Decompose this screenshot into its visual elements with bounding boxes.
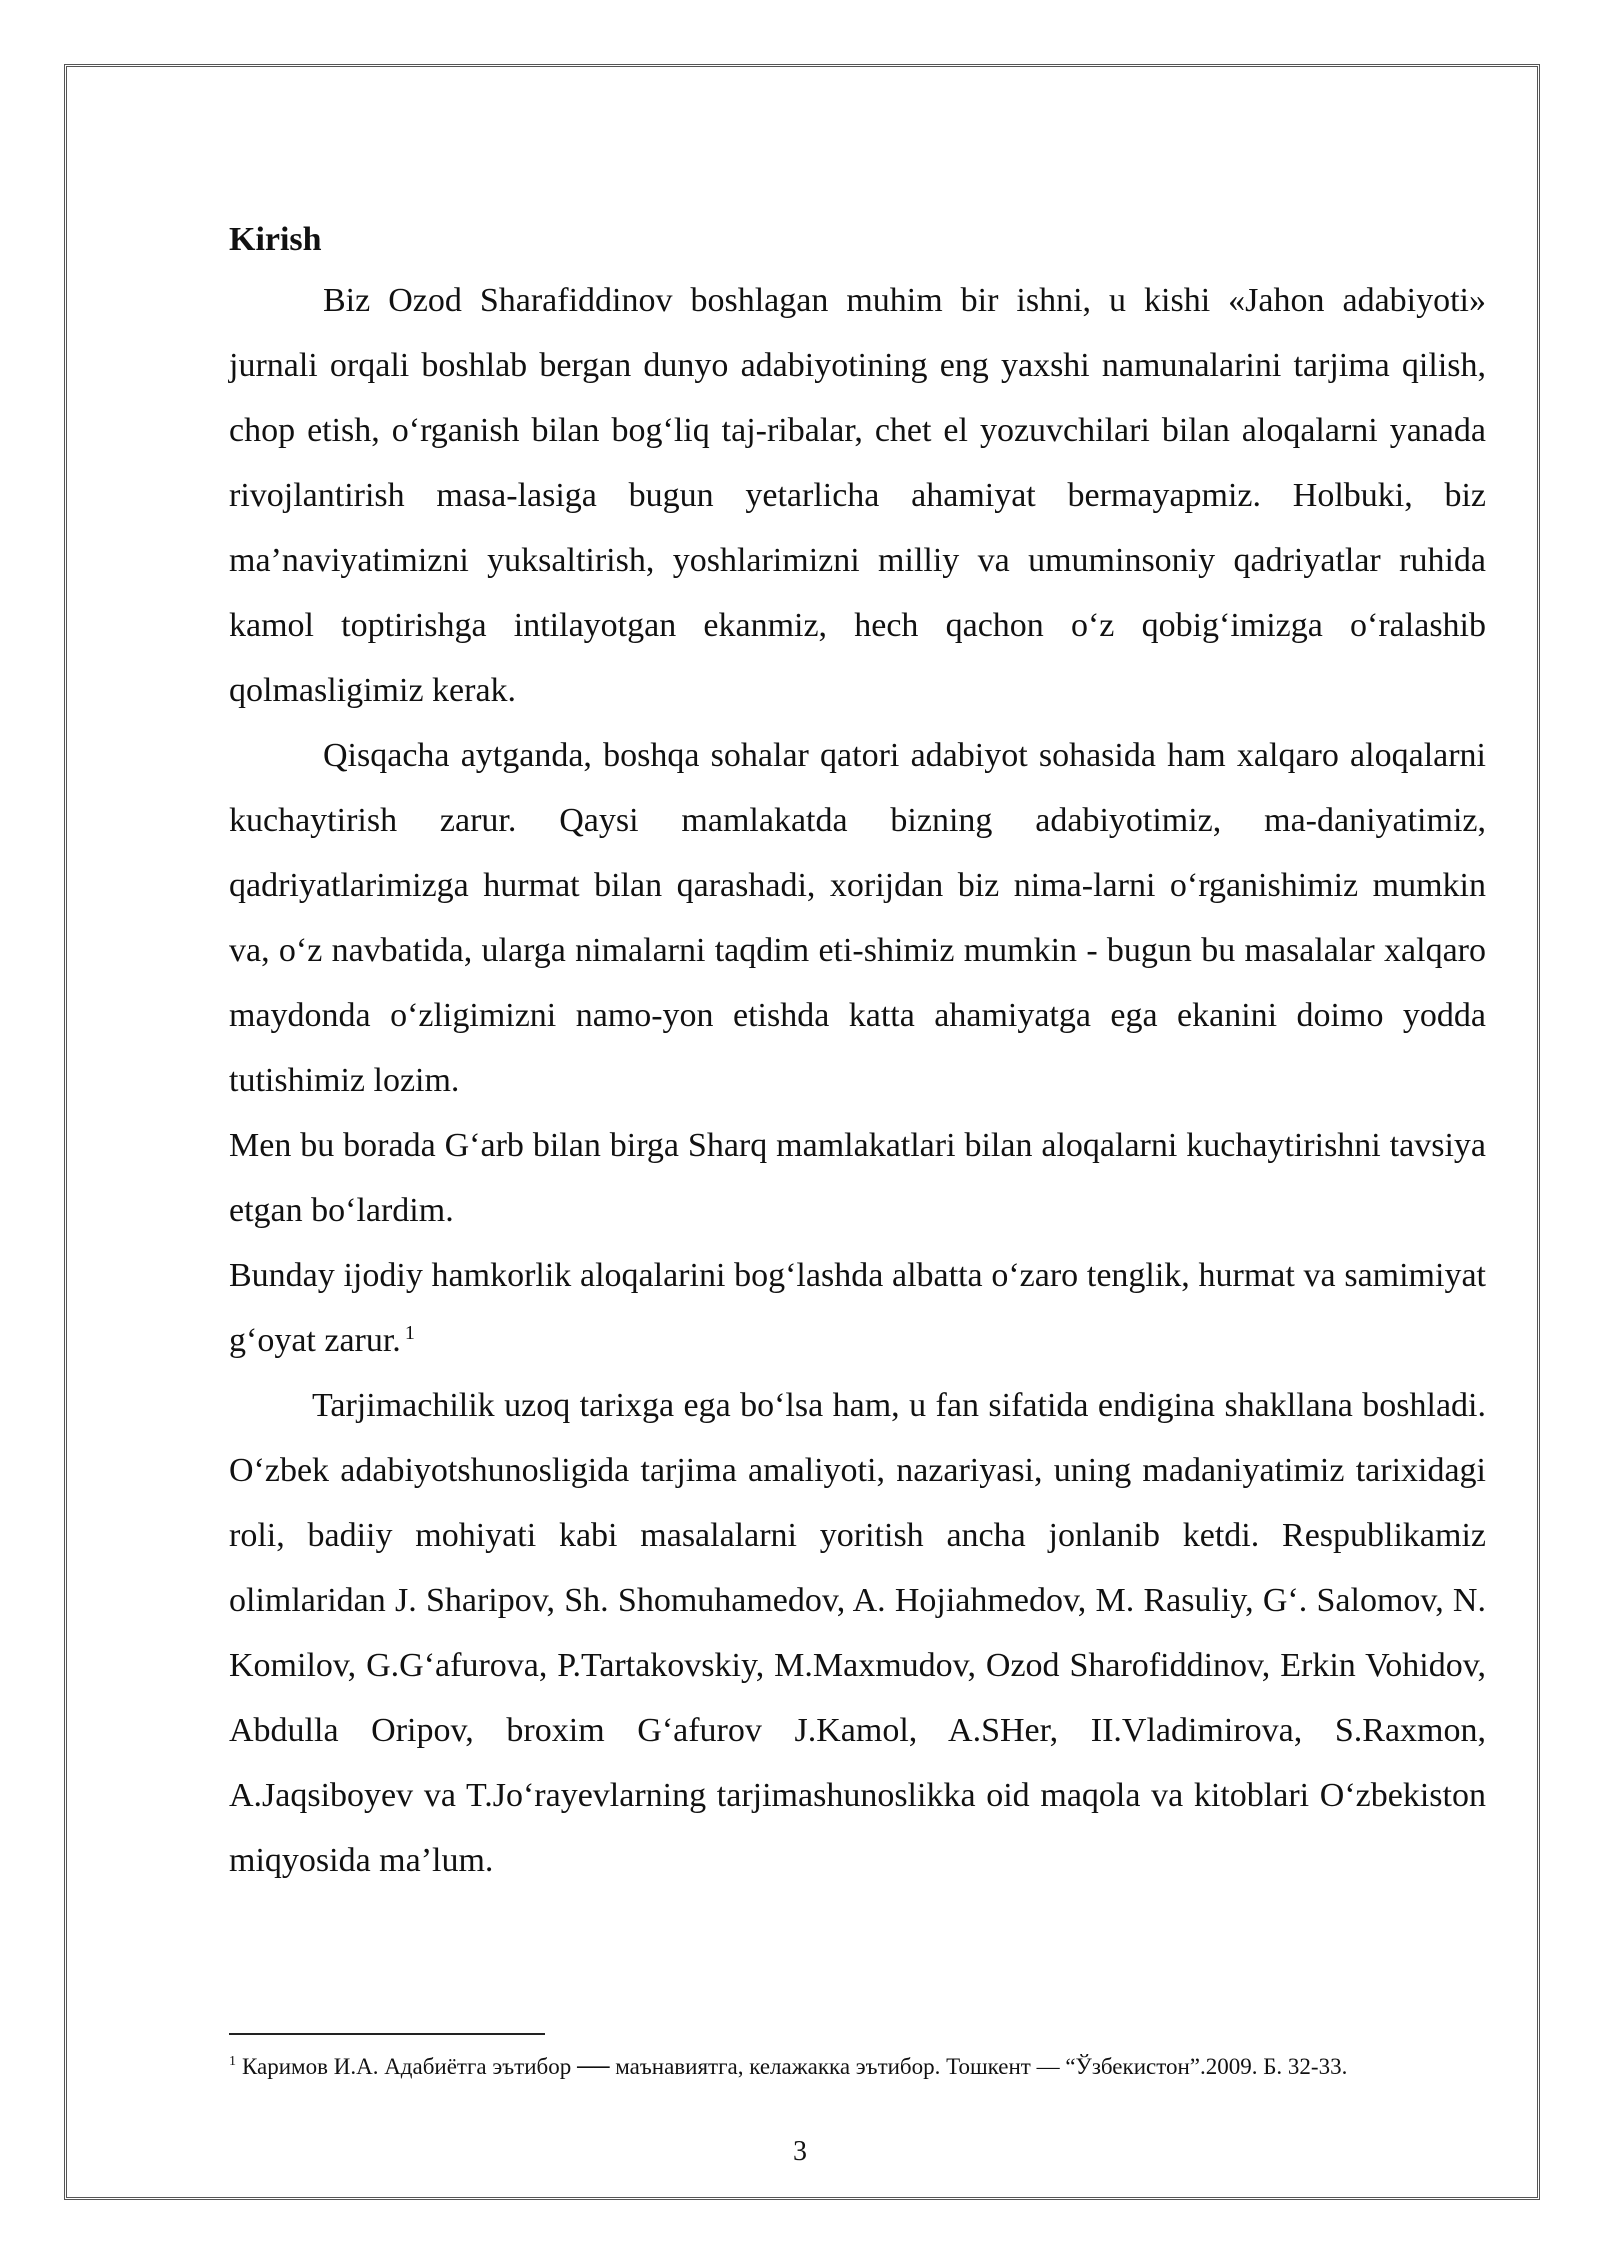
footnote-reference[interactable]: 1 xyxy=(404,1321,415,1344)
paragraph-1: Biz Ozod Sharafiddinov boshlagan muhim bir ishni, u kishi «Jahon adabiyoti» jurnali orqali boshlab bergan dunyo adabiyotining eng yaxshi namunalarini tarjima qilish, chop etish, o‘rganish bilan bog‘liq taj-ribalar, chet el yozuvchilari bilan aloqalarni yanada rivojlantirish masa-lasiga bugun yetarlicha ahamiyat bermayapmiz. Holbuki, biz ma’naviyatimizni yuksaltirish, yoshlarimizni milliy va umuminsoniy qadriyatlar ruhida kamol toptirishga intilayotgan ekanmiz, hech qachon o‘z qobig‘imizga o‘ralashib qolmasligimiz kerak. xyxy=(229,282,1486,709)
footnote xyxy=(229,2050,1486,2083)
document-body xyxy=(229,212,1486,1893)
paragraph-3: Men bu borada G‘arb bilan birga Sharq mamlakatlari bilan aloqalarni kuchaytirishni tavsiya etgan bo‘lardim. xyxy=(229,1127,1486,1229)
paragraph-5: Tarjimachilik uzoq tarixga ega bo‘lsa ham, u fan sifatida endigina shakllana boshladi. O‘zbek adabiyotshunosligida tarjima amaliyoti, nazariyasi, uning madaniyatimiz tarixidagi roli, badiiy mohiyati kabi masalalarni yoritish ancha jonlanib ketdi. Respublikamiz olimlaridan J. Sharipov, Sh. Shomuhamedov, A. Hojiahmedov, M. Rasuliy, G‘. Salomov, N. Komilov, G.G‘afurova, P.Tartakovskiy, M.Maxmudov, Ozod Sharofiddinov, Erkin Vohidov, Abdulla Oripov, broxim G‘afurov J.Kamol, A.SHer, II.Vladimirova, S.Raxmon, A.Jaqsiboyev va T.Jo‘rayevlarning tarjimashunoslikka oid maqola va kitoblari O‘zbekiston miqyosida ma’lum. xyxy=(229,1387,1486,1879)
paragraph-4-text: Bunday ijodiy hamkorlik aloqalarini bog‘lashda albatta o‘zaro tenglik, hurmat va samimiyat g‘oyat zarur. xyxy=(229,1257,1486,1359)
footnote-number: 1 xyxy=(229,2054,236,2070)
paragraph-4 xyxy=(229,1243,1486,1373)
page-number: 3 xyxy=(793,2136,807,2167)
footnote-text: Каримов И.А. Адабиётга эътибор ── маънавиятга, келажакка эътибор. Тошкент — “Ўзбекистон”.2009. Б. 32-33. xyxy=(242,2054,1348,2079)
section-heading: Kirish xyxy=(229,221,322,258)
paragraph-2: Qisqacha aytganda, boshqa sohalar qatori adabiyot sohasida ham xalqaro aloqalarni kuchaytirish zarur. Qaysi mamlakatda bizning adabiyotimiz, ma-daniyatimiz, qadriyatlarimizga hurmat bilan qarashadi, xorijdan biz nima-larni o‘rganishimiz mumkin va, o‘z navbatida, ularga nimalarni taqdim eti-shimiz mumkin - bugun bu masalalar xalqaro maydonda o‘zligimizni namo-yon etishda katta ahamiyatga ega ekanini doimo yodda tutishimiz lozim. xyxy=(229,737,1486,1099)
footnote-separator xyxy=(229,2033,545,2035)
